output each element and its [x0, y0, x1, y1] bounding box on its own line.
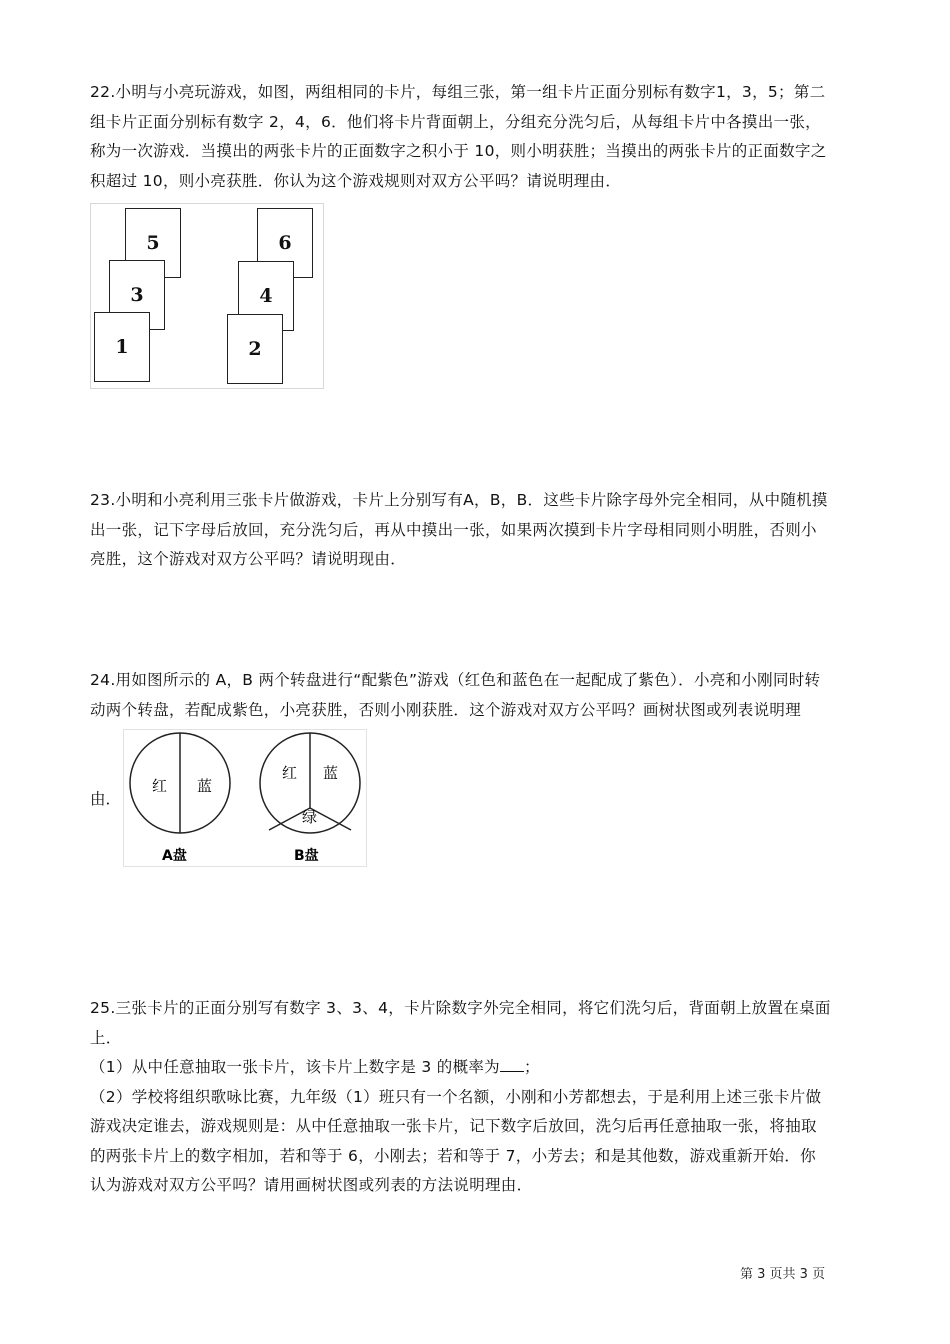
answer-blank — [500, 1055, 524, 1072]
card: 4 — [238, 261, 294, 331]
spinners-figure — [123, 729, 367, 867]
q25-part2-line: 游戏决定谁去，游戏规则是：从中任意抽取一张卡片，记下数字后放回，洗匀后再任意抽取一张，将抽取 — [90, 1117, 817, 1135]
q24-tail: 由． — [90, 790, 122, 808]
q25-line: 上． — [90, 1028, 122, 1047]
card: 5 — [125, 208, 181, 278]
disk-a-sector-blue: 蓝 — [197, 777, 213, 795]
disk-b-sector-blue: 蓝 — [323, 764, 339, 782]
q25-part1 — [90, 1053, 870, 1083]
question-22 — [90, 78, 870, 196]
cards-figure — [90, 203, 324, 389]
q25-part2-line: 的两张卡片上的数字相加，若和等于 6，小刚去；若和等于 7，小芳去；和是其他数，游戏重新开始．你 — [90, 1146, 816, 1165]
card: 3 — [109, 260, 165, 330]
disk-a-label: A盘 — [162, 848, 187, 864]
q22-line: 积超过 10，则小亮获胜．你认为这个游戏规则对双方公平吗？请说明理由． — [90, 171, 622, 190]
card: 2 — [227, 314, 283, 384]
disk-b-label: B盘 — [294, 848, 319, 864]
question-24 — [90, 666, 870, 725]
q25-line: 25.三张卡片的正面分别写有数字 3、3、4，卡片除数字外完全相同，将它们洗匀后，背面朝上放置在桌面 — [90, 999, 831, 1017]
question-23 — [90, 486, 870, 575]
q25-part1-text: （1）从中任意抽取一张卡片，该卡片上数字是 3 的概率为 — [90, 1058, 500, 1076]
q24-line: 动两个转盘，若配成紫色，小亮获胜，否则小刚获胜．这个游戏对双方公平吗？画树状图或列表说明理 — [90, 700, 802, 719]
disk-b-sector-red: 红 — [282, 764, 298, 782]
q23-line: 出一张，记下字母后放回，充分洗匀后，再从中摸出一张，如果两次摸到卡片字母相同则小明胜，否则小 — [90, 520, 817, 539]
spinners-svg — [124, 730, 366, 866]
q23-line: 23.小明和小亮利用三张卡片做游戏，卡片上分别写有A，B，B．这些卡片除字母外完全相同，从中随机摸 — [90, 491, 828, 509]
question-25 — [90, 994, 870, 1201]
q25-part1-end: ； — [523, 1058, 540, 1076]
q22-line: 称为一次游戏．当摸出的两张卡片的正面数字之积小于 10，则小明获胜；当摸出的两张卡片的正面数字之 — [90, 142, 827, 160]
card: 6 — [257, 208, 313, 278]
q23-line: 亮胜，这个游戏对双方公平吗？请说明现由． — [90, 550, 407, 568]
q25-part2-line: 认为游戏对双方公平吗？请用画树状图或列表的方法说明理由． — [90, 1176, 533, 1194]
q25-part2-line: （2）学校将组织歌咏比赛，九年级（1）班只有一个名额，小刚和小芳都想去，于是利用上述三张卡片做 — [90, 1087, 822, 1106]
card: 1 — [94, 312, 150, 382]
q24-line: 24.用如图所示的 A，B 两个转盘进行“配紫色”游戏（红色和蓝色在一起配成了紫色）．小亮和小刚同时转 — [90, 671, 821, 689]
q22-line: 组卡片正面分别标有数字 2，4，6．他们将卡片背面朝上，分组充分洗匀后，从每组卡片中各摸出一张， — [90, 112, 821, 131]
disk-b-sector-green: 绿 — [302, 808, 318, 826]
page-footer: 第 3 页共 3 页 — [740, 1267, 826, 1282]
disk-a-sector-red: 红 — [152, 777, 168, 795]
q22-line: 22.小明与小亮玩游戏，如图，两组相同的卡片，每组三张，第一组卡片正面分别标有数字1，3，5；第二 — [90, 83, 826, 101]
